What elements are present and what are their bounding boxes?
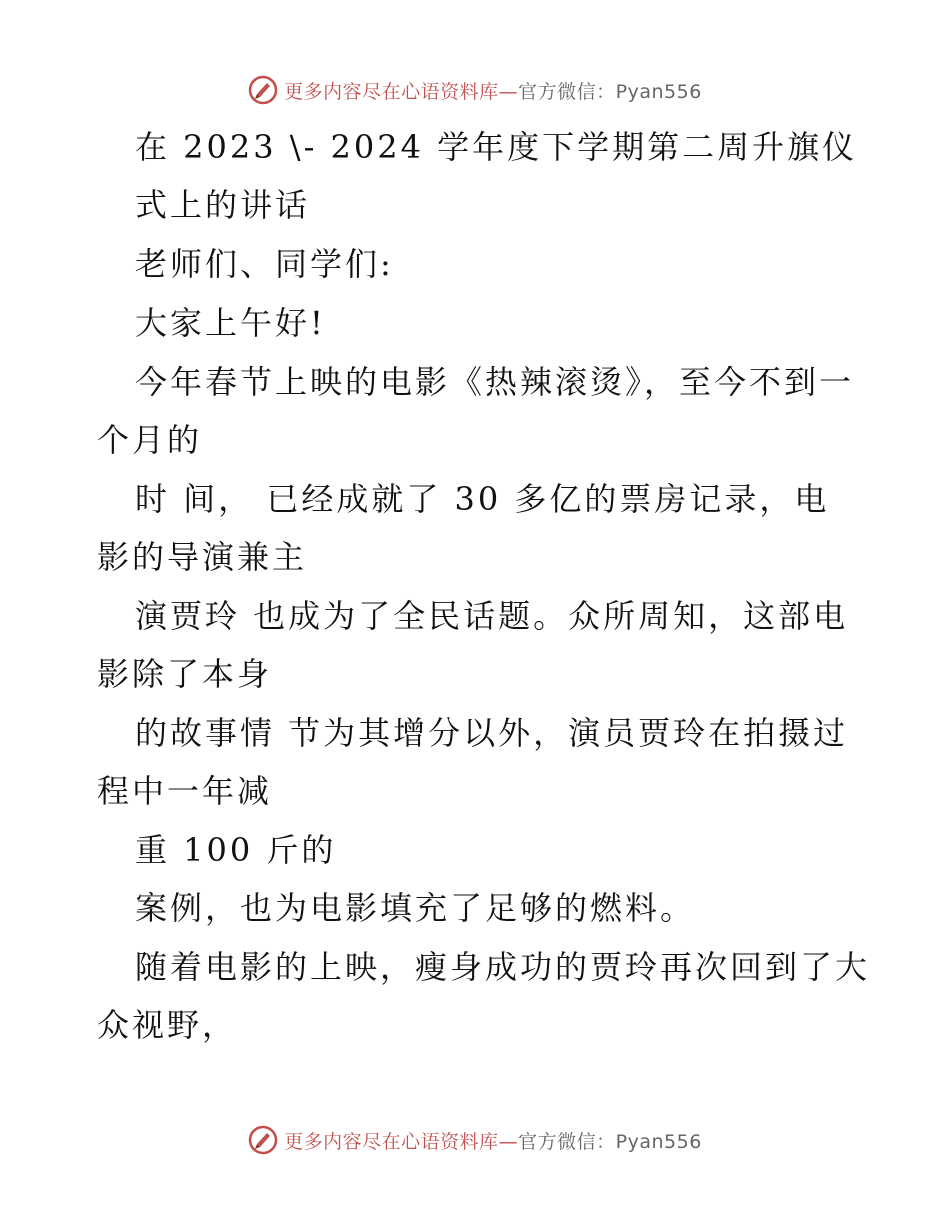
body-line: 随着电影的上映，瘦身成功的贾玲再次回到了大 — [135, 948, 871, 986]
body-line: 个月的 — [97, 421, 203, 459]
footer-banner — [0, 1120, 950, 1160]
salutation: 老师们、同学们: — [135, 245, 394, 283]
body-line: 时 间， 已经成就了 30 多亿的票房记录，电 — [135, 480, 830, 518]
body-line: 众视野， — [97, 1006, 238, 1044]
title-line-2: 式上的讲话 — [135, 186, 311, 224]
logo-icon — [248, 75, 278, 105]
body-line: 程中一年减 — [97, 772, 273, 810]
banner-text — [284, 1127, 702, 1154]
body-line: 演贾玲 也成为了全民话题。众所周知，这部电 — [135, 597, 849, 635]
logo-icon — [248, 1125, 278, 1155]
banner-site-text: 更多内容尽在心语资料库— — [284, 80, 519, 103]
body-line: 案例，也为电影填充了足够的燃料。 — [135, 889, 696, 927]
banner-wechat-text: 官方微信：Pyan556 — [518, 80, 702, 103]
greeting: 大家上午好! — [135, 304, 326, 342]
header-banner — [0, 70, 950, 110]
banner-text — [284, 77, 702, 104]
body-line: 的故事情 节为其增分以外，演员贾玲在拍摄过 — [135, 714, 849, 752]
body-line: 影除了本身 — [97, 655, 273, 693]
title-line-1: 在 2023 \- 2024 学年度下学期第二周升旗仪 — [135, 128, 858, 166]
body-line: 影的导演兼主 — [97, 538, 308, 576]
body-line: 今年春节上映的电影《热辣滚烫》，至今不到一 — [135, 363, 855, 401]
banner-site-text: 更多内容尽在心语资料库— — [284, 1130, 519, 1153]
banner-wechat-text: 官方微信：Pyan556 — [518, 1130, 702, 1153]
body-line: 重 100 斤的 — [135, 831, 337, 869]
